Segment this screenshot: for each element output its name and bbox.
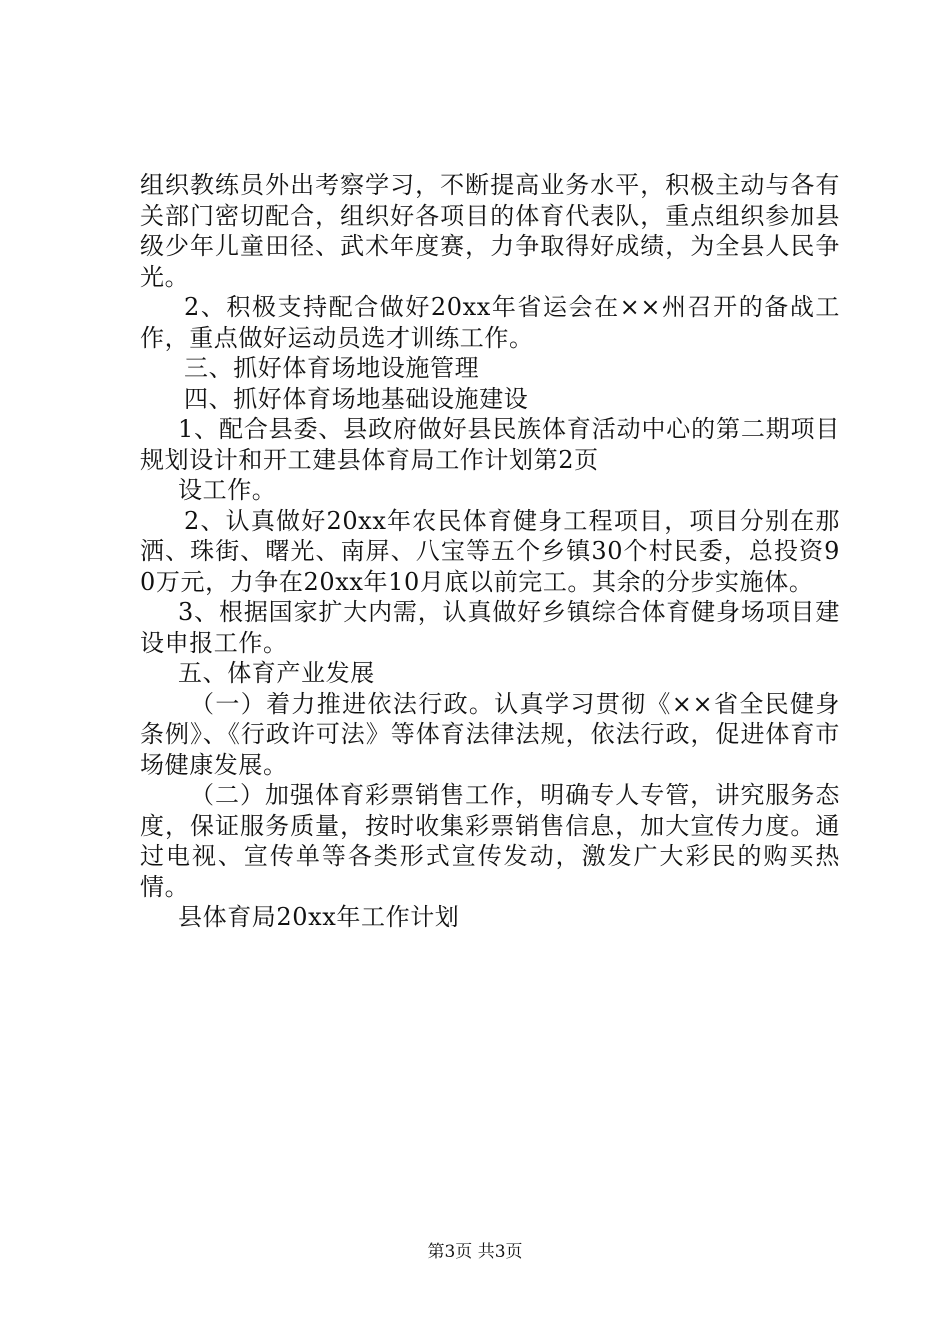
heading-section-3: 三、抓好体育场地设施管理 [184, 354, 480, 382]
paragraph-training: 组织教练员外出考察学习，不断提高业务水平，积极主动与各有关部门密切配合，组织好各项目的体育代表队，重点组织参加县级少年儿童田径、武术年度赛，力争取得好成绩，为全县人民争光。 [140, 171, 840, 291]
paragraph-township-fitness: 3、根据国家扩大内需，认真做好乡镇综合体育健身场项目建设申报工作。 [140, 598, 840, 657]
document-title-line: 县体育局20xx年工作计划 [178, 903, 460, 931]
paragraph-farmer-fitness: 2、认真做好20xx年农民体育健身工程项目，项目分别在那洒、珠街、曙光、南屏、八宝等五个乡镇30个村民委，总投资90万元，力争在20xx年10月底以前完工。其余的分步实施体。 [140, 506, 840, 596]
paragraph-continuation: 设工作。 [178, 476, 277, 504]
paragraph-activity-center: 1、配合县委、县政府做好县民族体育活动中心的第二期项目规划设计和开工建县体育局工作计划第2页 [140, 415, 840, 474]
heading-section-4: 四、抓好体育场地基础设施建设 [184, 384, 529, 413]
page-footer: 第3页 共3页 [427, 1242, 523, 1262]
heading-section-5: 五、体育产业发展 [178, 659, 375, 687]
paragraph-provincial-games: 2、积极支持配合做好20xx年省运会在××州召开的备战工作，重点做好运动员选才训练工作。 [140, 293, 840, 352]
paragraph-legal-administration: （一）着力推进依法行政。认真学习贯彻《××省全民健身条例》、《行政许可法》等体育法律法规，依法行政，促进体育市场健康发展。 [140, 689, 840, 779]
document-body [140, 170, 840, 933]
paragraph-lottery-sales: （二）加强体育彩票销售工作，明确专人专管，讲究服务态度，保证服务质量，按时收集彩票销售信息，加大宣传力度。通过电视、宣传单等各类形式宣传发动，激发广大彩民的购买热情。 [140, 781, 840, 901]
